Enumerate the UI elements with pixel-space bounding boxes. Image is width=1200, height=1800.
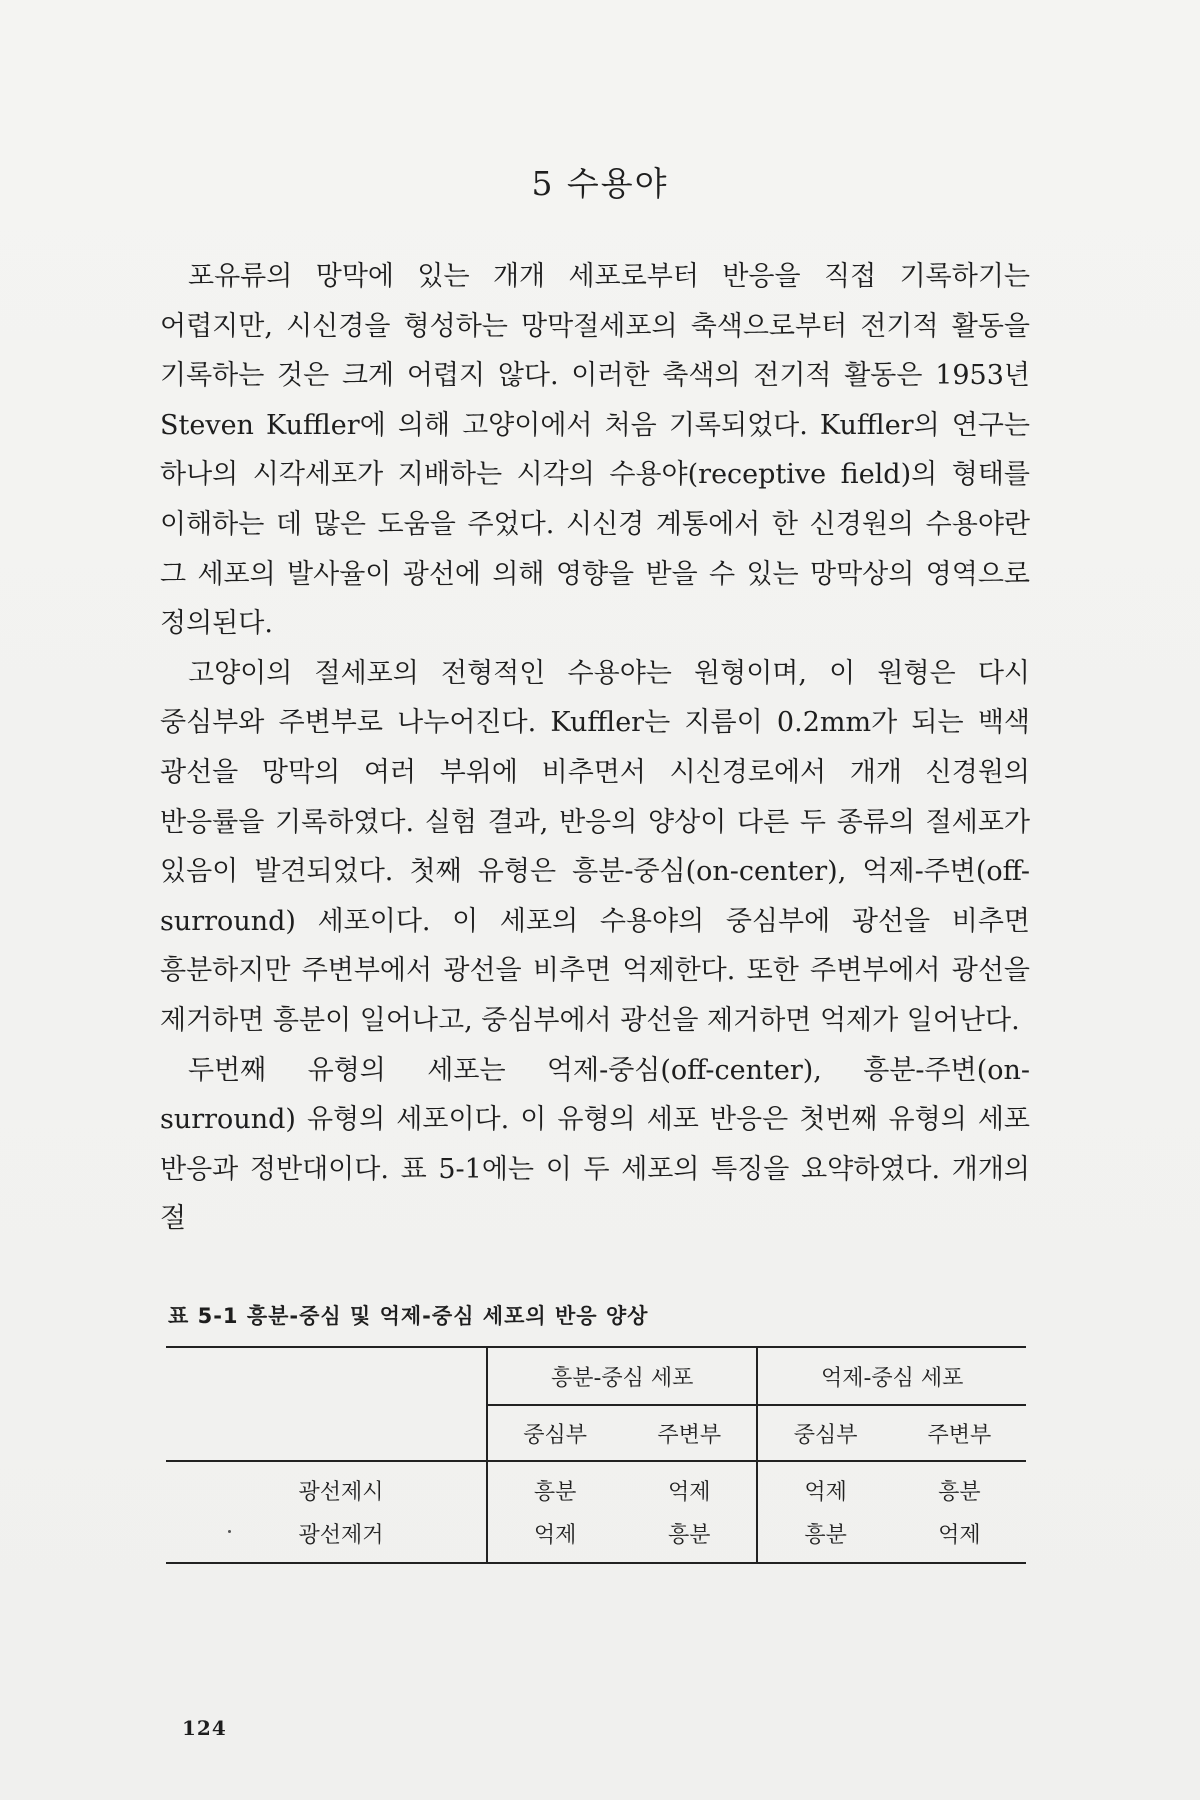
table-caption: 표 5-1 흥분-중심 및 억제-중심 세포의 반응 양상 bbox=[168, 1304, 649, 1328]
table-cell: 억제 bbox=[622, 1461, 757, 1512]
table-cell: 흥분 bbox=[622, 1512, 757, 1563]
table-corner-cell bbox=[166, 1347, 487, 1405]
sub-header-center: 중심부 bbox=[757, 1405, 892, 1461]
row-label: 광선제시 bbox=[166, 1461, 487, 1512]
paragraph: 두번째 유형의 세포는 억제-중심(off-center), 흥분-주변(on-surround) 유형의 세포이다. 이 유형의 세포 반응은 첫번째 유형의 세포 반응과 정반대이다. 표 5-1에는 이 두 세포의 특징을 요약하였다. 개개의 절 bbox=[160, 1054, 1030, 1235]
table-sub-header-row bbox=[166, 1405, 1026, 1461]
table-cell: 흥분 bbox=[893, 1461, 1026, 1512]
table-row bbox=[166, 1512, 1026, 1563]
table-cell: 흥분 bbox=[757, 1512, 892, 1563]
table-cell: 흥분 bbox=[487, 1461, 622, 1512]
row-label: 광선제거 bbox=[166, 1512, 487, 1563]
sub-header-surround: 주변부 bbox=[893, 1405, 1026, 1461]
table-group-header-row bbox=[166, 1347, 1026, 1405]
paragraph: 포유류의 망막에 있는 개개 세포로부터 반응을 직접 기록하기는 어렵지만, 시신경을 형성하는 망막절세포의 축색으로부터 전기적 활동을 기록하는 것은 크게 어렵지 않다. 이러한 축색의 전기적 활동은 1953년 Steven Kuffler에 의해 고양이에서 처음 기록되었다. Kuffler의 연구는 하나의 시각세포가 지배하는 시각의 수용야(receptive field)의 형태를 이해하는 데 많은 도움을 주었다. 시신경 계통에서 한 신경원의 수용야란 그 세포의 발사율이 광선에 의해 영향을 받을 수 있는 망막상의 영역으로 정의된다. bbox=[160, 261, 1030, 640]
group-header-on-center: 흥분-중심 세포 bbox=[487, 1347, 757, 1405]
table-cell: 억제 bbox=[487, 1512, 622, 1563]
table-row bbox=[166, 1461, 1026, 1512]
table-corner-cell bbox=[166, 1405, 487, 1461]
print-speck bbox=[228, 1530, 231, 1533]
body-text bbox=[160, 252, 1030, 1244]
sub-header-surround: 주변부 bbox=[622, 1405, 757, 1461]
page-number: 124 bbox=[182, 1716, 227, 1740]
group-header-off-center: 억제-중심 세포 bbox=[757, 1347, 1026, 1405]
response-table bbox=[166, 1346, 1026, 1564]
table-cell: 억제 bbox=[893, 1512, 1026, 1563]
chapter-title: 5 수용야 bbox=[531, 164, 669, 203]
sub-header-center: 중심부 bbox=[487, 1405, 622, 1461]
table-cell: 억제 bbox=[757, 1461, 892, 1512]
paragraph: 고양이의 절세포의 전형적인 수용야는 원형이며, 이 원형은 다시 중심부와 주변부로 나누어진다. Kuffler는 지름이 0.2mm가 되는 백색 광선을 망막의 여러 부위에 비추면서 시신경로에서 개개 신경원의 반응률을 기록하였다. 실험 결과, 반응의 양상이 다른 두 종류의 절세포가 있음이 발견되었다. 첫째 유형은 흥분-중심(on-center), 억제-주변(off-surround) 세포이다. 이 세포의 수용야의 중심부에 광선을 비추면 흥분하지만 주변부에서 광선을 비추면 억제한다. 또한 주변부에서 광선을 제거하면 흥분이 일어나고, 중심부에서 광선을 제거하면 억제가 일어난다. bbox=[160, 657, 1030, 1036]
